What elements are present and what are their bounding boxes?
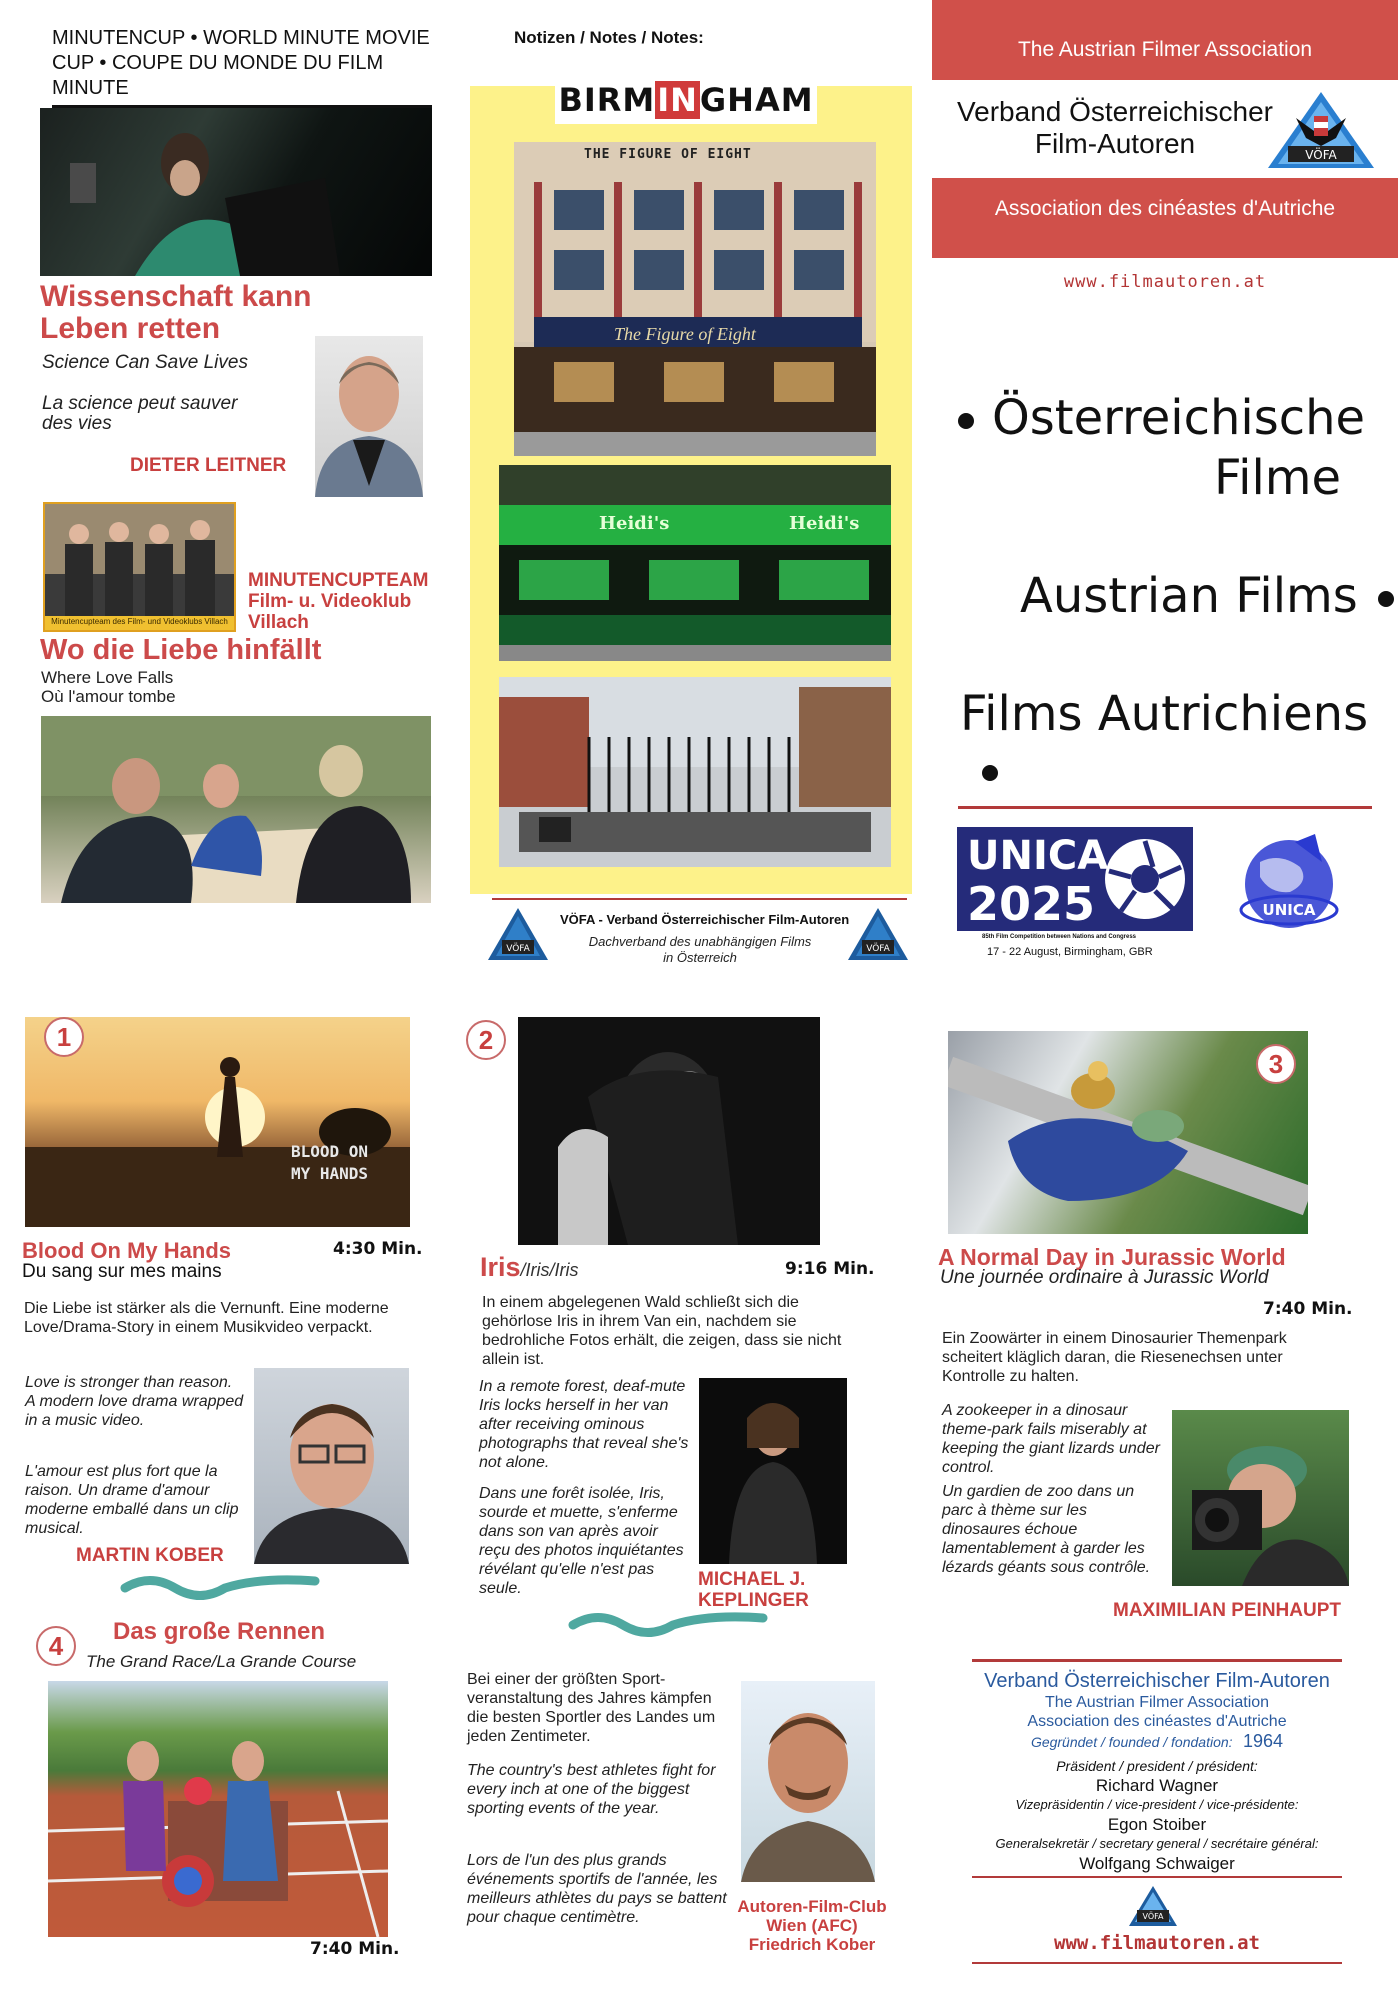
film2-title-en: Where Love Falls — [41, 668, 174, 687]
film2-desc-de: In einem abgelegenen Wald schließt sich die gehörlose Iris in ihrem Van ein, nachdem sie bedrohliche Fotos erhält, die zeigen, dass sie nicht allein ist. — [482, 1294, 842, 1368]
teal-squiggle-2 — [568, 1610, 768, 1640]
film3-title: A Normal Day in Jurassic World — [938, 1244, 1286, 1270]
svg-text:VÖFA: VÖFA — [506, 944, 530, 954]
heading1-b: Filme — [1214, 450, 1342, 506]
imprint-url[interactable]: www.filmautoren.at — [1054, 1932, 1260, 1954]
team-club-line1: Film- u. Videoklub — [248, 591, 412, 612]
imprint-vice: Egon Stoiber — [1107, 1815, 1207, 1834]
city-part-highlight: IN — [657, 81, 698, 119]
film2-director-2: KEPLINGER — [698, 1590, 809, 1611]
team-name: MINUTENCUPTEAM — [248, 570, 429, 591]
film1-desc-fr: L'amour est plus fort que la raison. Un drame d'amour moderne emballé dans un clip musical. — [25, 1463, 239, 1537]
film3-desc-de: Ein Zoowärter in einem Dinosaurier Themenpark scheitert kläglich daran, die Riesenechsen unter Kontrolle zu halten. — [942, 1330, 1287, 1385]
film4-subtitle: The Grand Race/La Grande Course — [86, 1652, 357, 1671]
pub-sign-top: THE FIGURE OF EIGHT — [584, 147, 752, 162]
vofa-logo-right — [846, 906, 910, 962]
team-photo-caption: Minutencupteam des Film- und Videoklubs Villach — [51, 617, 228, 626]
imprint-rule-mid — [972, 1876, 1342, 1878]
michael-keplinger-portrait — [699, 1378, 847, 1564]
film1-subtitle: Du sang sur mes mains — [22, 1261, 222, 1282]
vofa-eagle-logo — [1266, 88, 1376, 172]
film2-title-fr: Où l'amour tombe — [41, 687, 176, 706]
bullet-icon — [958, 413, 974, 429]
cup-title: MINUTENCUP • WORLD MINUTE MOVIE CUP • COUPE DU MONDE DU FILM MINUTE — [52, 26, 432, 108]
minutencupteam-photo — [43, 502, 236, 632]
imprint-name-fr: Association des cinéastes d'Autriche — [1027, 1713, 1287, 1730]
imprint-name-en: The Austrian Filmer Association — [1044, 1694, 1270, 1711]
film1-poster — [25, 1017, 410, 1227]
imprint-secretary-label: Generalsekretär / secretary general / secrétaire général: — [995, 1836, 1319, 1851]
assoc-line1: Verband Österreichischer — [957, 96, 1273, 127]
vofa-footer-rule — [492, 898, 907, 900]
film2-title: Iris — [480, 1252, 521, 1282]
film2-director-1: MICHAEL J. — [698, 1569, 806, 1590]
film4-title: Das große Rennen — [113, 1618, 326, 1645]
martin-kober-portrait — [254, 1368, 409, 1564]
film4-desc-en: The country's best athletes fight for every inch at one of the biggest sporting events of the year. — [467, 1762, 716, 1817]
imprint-president-label: Präsident / president / président: — [1056, 1758, 1258, 1774]
film1-title-en: Science Can Save Lives — [42, 352, 248, 373]
vofa-logo-left — [486, 906, 550, 962]
imprint-name: Verband Österreichischer Film-Autoren — [984, 1670, 1330, 1692]
film2-title-row — [480, 1252, 579, 1283]
film2-title-alt: /Iris/Iris — [520, 1260, 579, 1280]
heading-films-autrichiens — [960, 686, 1400, 798]
film2-still-photo — [41, 716, 431, 903]
film2-title-de: Wo die Liebe hinfällt — [40, 634, 322, 666]
figure-of-eight-pub-photo — [514, 142, 876, 456]
vofa-footer-sub2: in Österreich — [663, 950, 737, 965]
heading-oesterreichische — [958, 390, 1365, 446]
vofa-footer-title: VÖFA - Verband Österreichischer Film-Autoren — [560, 912, 850, 927]
film4-desc-fr: Lors de l'un des plus grands événements sportifs de l'année, les meilleurs athlètes du pays se battent pour chaque centimètre. — [467, 1852, 727, 1926]
imprint-vice-label: Vizepräsidentin / vice-president / vice-présidente: — [1015, 1797, 1299, 1812]
heading3: Films Autrichiens — [960, 686, 1369, 742]
film2-duration: 9:16 Min. — [785, 1259, 875, 1279]
unica-logo-year: 2025 — [967, 877, 1096, 931]
film4-club-1: Autoren-Film-Club — [737, 1897, 887, 1916]
svg-text:VÖFA: VÖFA — [1142, 1912, 1164, 1921]
film1-title-de: Wissenschaft kann Leben retten — [40, 280, 312, 345]
heidis-sign-1: Heidi's — [599, 513, 670, 534]
film1-poster-title-2: MY HANDS — [291, 1164, 369, 1183]
film4-desc-de: Bei einer der größten Sport-veranstaltung des Jahres kämpfen die besten Sportler des Landes um jeden Zentimeter. — [467, 1671, 716, 1745]
film1-title: Blood On My Hands — [22, 1238, 231, 1263]
svg-text:VÖFA: VÖFA — [866, 944, 890, 954]
film1-title-fr: La science peut sauver des vies — [42, 393, 238, 434]
imprint-vofa-logo — [1127, 1884, 1179, 1928]
svg-text:VÖFA: VÖFA — [1305, 148, 1337, 162]
film4-club-3: Friedrich Kober — [748, 1935, 876, 1954]
unica-sub: 85th Film Competition between Nations and Congress — [982, 934, 1137, 940]
film1-duration: 4:30 Min. — [333, 1239, 423, 1259]
aperture-icon — [1103, 837, 1187, 921]
vofa-footer-sub1: Dachverband des unabhängigen Films — [588, 934, 812, 949]
film1-desc-de: Die Liebe ist stärker als die Vernunft. Eine moderne Love/Drama-Story in einem Musikvideo verpackt. — [24, 1300, 389, 1336]
film3-desc-fr: Un gardien de zoo dans un parc à thème sur les dinosaures échoue lamentablement à garder les lézards géants sous contrôle. — [942, 1483, 1151, 1576]
team-club-line2: Villach — [248, 612, 309, 633]
film2-number-badge: 2 — [466, 1020, 506, 1060]
unica-rule — [958, 806, 1372, 809]
heading-austrian-films — [1020, 568, 1394, 624]
imprint-founded-row — [956, 1731, 1358, 1752]
film4-still-photo — [48, 1681, 388, 1937]
black-garden-photo — [499, 677, 891, 867]
film2-desc-fr: Dans une forêt isolée, Iris, sourde et muette, s'enferme dans son van après avoir reçu des photos inquiétantes révélant qu'elle n'est pas seule. — [479, 1485, 684, 1597]
dieter-leitner-portrait — [315, 336, 423, 497]
heading2: Austrian Films — [1020, 568, 1358, 624]
film3-still-photo — [948, 1031, 1308, 1234]
heading1-a: Österreichische — [992, 390, 1366, 446]
unica-globe-logo — [1230, 822, 1348, 952]
teal-squiggle-1 — [120, 1573, 320, 1603]
unica-logo-word: UNICA — [967, 833, 1109, 879]
heidis-sign-2: Heidi's — [789, 513, 860, 534]
bullet-icon — [1378, 591, 1394, 607]
imprint-rule-bottom — [972, 1962, 1342, 1964]
film3-duration: 7:40 Min. — [1263, 1299, 1353, 1319]
film4-duration: 7:40 Min. — [310, 1939, 400, 1959]
birmingham-logo — [555, 76, 817, 124]
film1-director: MARTIN KOBER — [76, 1545, 224, 1566]
imprint-president: Richard Wagner — [1095, 1776, 1219, 1795]
film4-number-badge: 4 — [36, 1626, 76, 1666]
unica-dates: 17 - 22 August, Birmingham, GBR — [987, 946, 1153, 958]
film2-desc-en: In a remote forest, deaf-mute Iris locks herself in her van after receiving ominous photographs that reveal she's not alone. — [479, 1378, 689, 1471]
svg-text:UNICA: UNICA — [1262, 901, 1316, 919]
city-part-1: BIRM — [558, 81, 656, 119]
film1-desc-en: Love is stronger than reason. A modern love drama wrapped in a music video. — [25, 1374, 244, 1429]
city-part-2: GHAM — [699, 81, 814, 119]
banner-bottom: Association des cinéastes d'Autriche — [932, 178, 1398, 258]
film1-poster-title-1: BLOOD ON — [291, 1142, 369, 1161]
heidis-bar-photo — [499, 465, 891, 661]
assoc-line2: Film-Autoren — [1034, 128, 1196, 159]
pub-fascia-text: The Figure of Eight — [614, 324, 756, 344]
film3-director: MAXIMILIAN PEINHAUPT — [1113, 1600, 1341, 1621]
film1-number-badge: 1 — [44, 1017, 84, 1057]
film3-subtitle: Une journée ordinaire à Jurassic World — [940, 1267, 1269, 1288]
film3-number-badge: 3 — [1256, 1044, 1296, 1084]
friedrich-kober-portrait — [741, 1681, 875, 1882]
imprint-secretary: Wolfgang Schwaiger — [1079, 1854, 1235, 1873]
bullet-icon — [982, 765, 998, 781]
film1-still-photo — [40, 108, 432, 276]
film2-still-photo — [518, 1017, 820, 1245]
film3-desc-en: A zookeeper in a dinosaur theme-park fails miserably at keeping the giant lizards under control. — [942, 1402, 1160, 1476]
film4-club-2: Wien (AFC) — [766, 1916, 858, 1935]
header-url[interactable]: www.filmautoren.at — [1063, 272, 1267, 292]
maximilian-peinhaupt-portrait — [1172, 1410, 1349, 1586]
unica-2025-logo — [957, 827, 1193, 931]
imprint-founded-label: Gegründet / founded / fondation: — [1030, 1734, 1233, 1750]
banner-top: The Austrian Filmer Association — [932, 0, 1398, 80]
imprint-rule-top — [972, 1659, 1342, 1662]
imprint-founded-year: 1964 — [1243, 1731, 1284, 1751]
notes-label: Notizen / Notes / Notes: — [514, 28, 704, 47]
film1-director: DIETER LEITNER — [130, 455, 287, 476]
